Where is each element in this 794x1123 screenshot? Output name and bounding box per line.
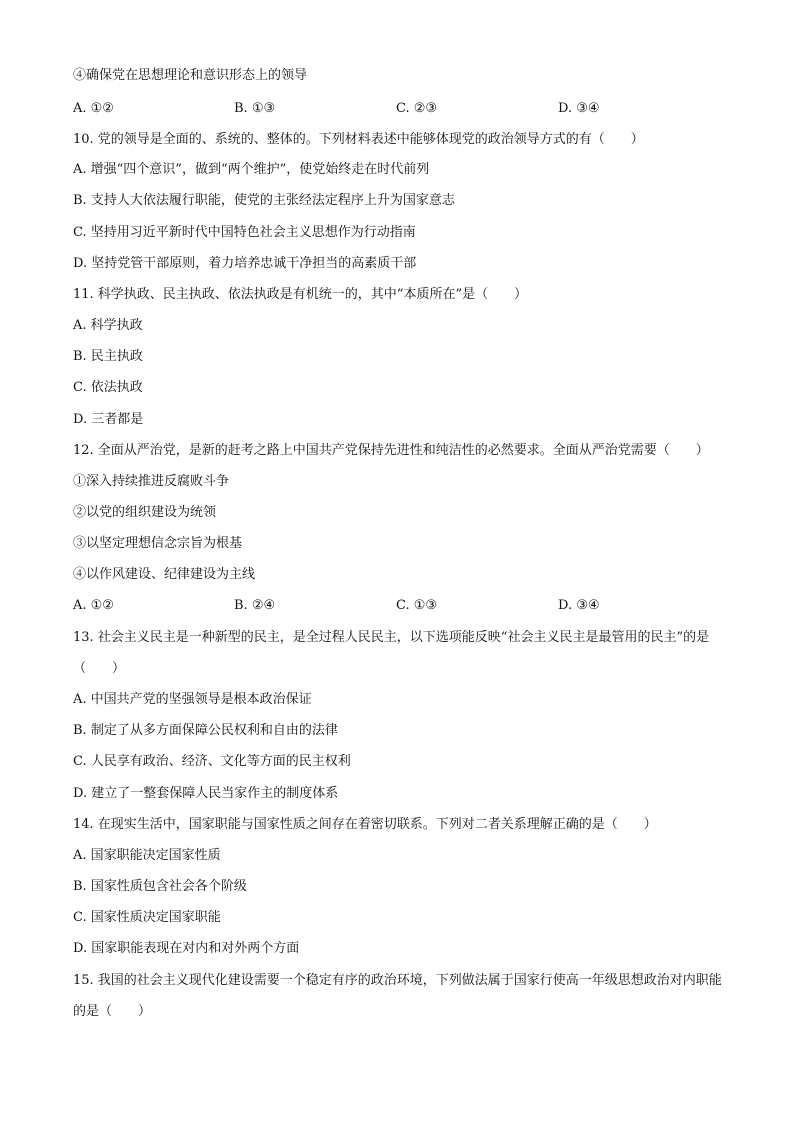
q11-option-d[interactable]: D. 三者都是 — [73, 412, 144, 427]
q12-statement-1: ①深入持续推进反腐败斗争 — [73, 474, 230, 489]
q13-option-d[interactable]: D. 建立了一整套保障人民当家作主的制度体系 — [73, 786, 339, 801]
q14-option-a[interactable]: A. 国家职能决定国家性质 — [73, 848, 221, 863]
question-14: 14. 在现实生活中，国家职能与国家性质之间存在着密切联系。下列对二者关系理解正确的是（ ） — [73, 817, 657, 832]
question-12: 12. 全面从严治党，是新的赶考之路上中国共产党保持先进性和纯洁性的必然要求。全面从严治党需要（ ） — [73, 443, 709, 458]
statement-4: ④确保党在思想理论和意识形态上的领导 — [73, 68, 308, 83]
question-11: 11. 科学执政、民主执政、依法执政是有机统一的，其中“本质所在”是（ ） — [73, 287, 528, 302]
q12-option-a[interactable]: A. ①② — [73, 598, 114, 613]
q10-option-b[interactable]: B. 支持人大依法履行职能，使党的主张经法定程序上升为国家意志 — [73, 193, 455, 208]
q10-option-c[interactable]: C. 坚持用习近平新时代中国特色社会主义思想作为行动指南 — [73, 225, 416, 240]
q9-option-a[interactable]: A. ①② — [73, 101, 114, 116]
q9-options — [73, 100, 733, 118]
q12-option-c[interactable]: C. ①③ — [396, 598, 438, 613]
q14-option-d[interactable]: D. 国家职能表现在对内和对外两个方面 — [73, 941, 300, 956]
q11-option-a[interactable]: A. 科学执政 — [73, 318, 143, 333]
question-10: 10. 党的领导是全面的、系统的、整体的。下列材料表述中能够体现党的政治领导方式的有（ ） — [73, 132, 644, 147]
q12-statement-3: ③以坚定理想信念宗旨为根基 — [73, 536, 243, 551]
q14-option-b[interactable]: B. 国家性质包含社会各个阶级 — [73, 879, 247, 894]
q13-option-c[interactable]: C. 人民享有政治、经济、文化等方面的民主权利 — [73, 754, 351, 769]
q10-option-a[interactable]: A. 增强“四个意识”，做到“两个维护”，使党始终走在时代前列 — [73, 162, 430, 177]
q12-option-d[interactable]: D. ③④ — [558, 598, 600, 613]
question-13: 13. 社会主义民主是一种新型的民主，是全过程人民民主，以下选项能反映“社会主义民主是最管用的民主”的是（ ） — [73, 630, 710, 676]
q12-statement-2: ②以党的组织建设为统领 — [73, 505, 217, 520]
q9-option-b[interactable]: B. ①③ — [234, 101, 276, 116]
q12-statement-4: ④以作风建设、纪律建设为主线 — [73, 567, 256, 582]
question-15: 15. 我国的社会主义现代化建设需要一个稳定有序的政治环境，下列做法属于国家行使高一年级思想政治对内职能的是（ ） — [73, 973, 722, 1019]
q9-option-c[interactable]: C. ②③ — [396, 101, 438, 116]
q11-option-c[interactable]: C. 依法执政 — [73, 380, 143, 395]
q13-option-a[interactable]: A. 中国共产党的坚强领导是根本政治保证 — [73, 692, 312, 707]
q12-options — [73, 597, 733, 615]
q14-option-c[interactable]: C. 国家性质决定国家职能 — [73, 910, 221, 925]
q11-option-b[interactable]: B. 民主执政 — [73, 349, 143, 364]
q13-option-b[interactable]: B. 制定了从多方面保障公民权利和自由的法律 — [73, 723, 338, 738]
q9-option-d[interactable]: D. ③④ — [558, 101, 600, 116]
q12-option-b[interactable]: B. ②④ — [234, 598, 276, 613]
q10-option-d[interactable]: D. 坚持党管干部原则，着力培养忠诚干净担当的高素质干部 — [73, 256, 417, 271]
